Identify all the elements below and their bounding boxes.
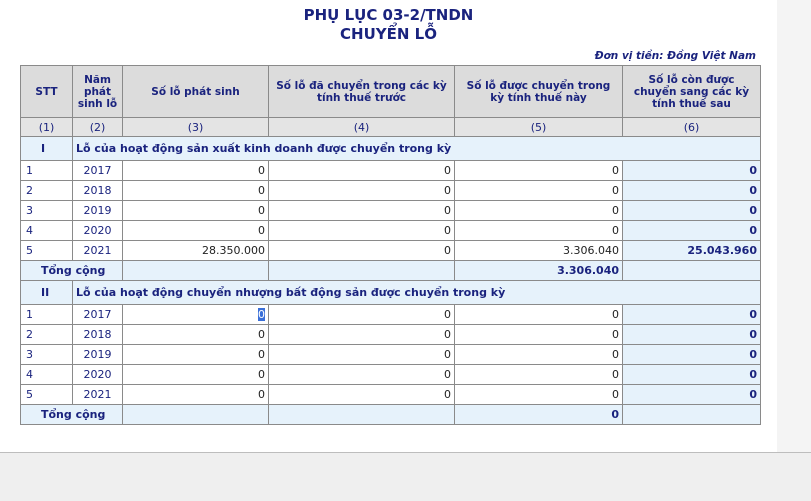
loss-incurred-input[interactable]: 0 bbox=[123, 385, 269, 405]
loss-remaining-cell: 0 bbox=[623, 325, 761, 345]
table-row bbox=[21, 181, 761, 201]
loss-previous-input[interactable]: 0 bbox=[269, 325, 455, 345]
year-cell: 2020 bbox=[73, 221, 123, 241]
year-cell: 2020 bbox=[73, 365, 123, 385]
total-empty-cell bbox=[123, 261, 269, 281]
stt-cell: 3 bbox=[21, 345, 73, 365]
stt-cell: 2 bbox=[21, 325, 73, 345]
index-cell: (1) bbox=[21, 118, 73, 137]
loss-incurred-input[interactable]: 0 bbox=[123, 221, 269, 241]
loss-current-input[interactable]: 0 bbox=[455, 305, 623, 325]
loss-remaining-cell: 0 bbox=[623, 221, 761, 241]
header-loss-transferred-previous: Số lỗ đã chuyển trong các kỳ tính thuế trước bbox=[269, 66, 455, 118]
index-cell: (4) bbox=[269, 118, 455, 137]
loss-remaining-cell: 0 bbox=[623, 345, 761, 365]
total-label: Tổng cộng bbox=[21, 405, 123, 425]
section-code: I bbox=[21, 137, 73, 161]
loss-current-input[interactable]: 3.306.040 bbox=[455, 241, 623, 261]
section-label: Lỗ của hoạt động sản xuất kinh doanh được chuyển trong kỳ bbox=[73, 137, 761, 161]
loss-previous-input[interactable]: 0 bbox=[269, 241, 455, 261]
section-header bbox=[21, 281, 761, 305]
form-title: PHỤ LỤC 03-2/TNDN bbox=[303, 6, 474, 24]
loss-current-input[interactable]: 0 bbox=[455, 385, 623, 405]
table-row bbox=[21, 365, 761, 385]
index-row bbox=[21, 118, 761, 137]
table-row bbox=[21, 161, 761, 181]
loss-previous-input[interactable]: 0 bbox=[269, 385, 455, 405]
table-row bbox=[21, 345, 761, 365]
index-cell: (2) bbox=[73, 118, 123, 137]
header-loss-transferred-current: Số lỗ được chuyển trong kỳ tính thuế này bbox=[455, 66, 623, 118]
year-cell: 2021 bbox=[73, 241, 123, 261]
loss-previous-input[interactable]: 0 bbox=[269, 221, 455, 241]
loss-incurred-input[interactable]: 28.350.000 bbox=[123, 241, 269, 261]
right-gutter bbox=[777, 0, 811, 452]
loss-current-input[interactable]: 0 bbox=[455, 365, 623, 385]
stt-cell: 2 bbox=[21, 181, 73, 201]
section-code: II bbox=[21, 281, 73, 305]
table-row bbox=[21, 201, 761, 221]
stt-cell: 5 bbox=[21, 385, 73, 405]
loss-remaining-cell: 0 bbox=[623, 201, 761, 221]
selected-value[interactable]: 0 bbox=[258, 308, 265, 321]
index-cell: (6) bbox=[623, 118, 761, 137]
stt-cell: 1 bbox=[21, 161, 73, 181]
index-cell: (5) bbox=[455, 118, 623, 137]
loss-remaining-cell: 0 bbox=[623, 161, 761, 181]
header-row bbox=[21, 66, 761, 118]
total-empty-cell bbox=[623, 261, 761, 281]
table-row bbox=[21, 241, 761, 261]
loss-current-input[interactable]: 0 bbox=[455, 345, 623, 365]
table-row bbox=[21, 325, 761, 345]
loss-current-input[interactable]: 0 bbox=[455, 221, 623, 241]
total-empty-cell bbox=[123, 405, 269, 425]
year-cell: 2017 bbox=[73, 305, 123, 325]
loss-previous-input[interactable]: 0 bbox=[269, 345, 455, 365]
total-empty-cell bbox=[623, 405, 761, 425]
loss-incurred-input[interactable]: 0 bbox=[123, 201, 269, 221]
stt-cell: 4 bbox=[21, 221, 73, 241]
loss-remaining-cell: 0 bbox=[623, 181, 761, 201]
index-cell: (3) bbox=[123, 118, 269, 137]
total-empty-cell bbox=[269, 405, 455, 425]
section-header bbox=[21, 137, 761, 161]
loss-current-input[interactable]: 0 bbox=[455, 201, 623, 221]
loss-incurred-input[interactable]: 0 bbox=[123, 345, 269, 365]
year-cell: 2019 bbox=[73, 201, 123, 221]
loss-incurred-input[interactable] bbox=[123, 305, 269, 325]
loss-current-input[interactable]: 0 bbox=[455, 181, 623, 201]
header-year: Năm phát sinh lỗ bbox=[73, 66, 123, 118]
total-row bbox=[21, 405, 761, 425]
loss-incurred-input[interactable]: 0 bbox=[123, 325, 269, 345]
currency-unit: Đơn vị tiền: Đồng Việt Nam bbox=[594, 50, 756, 62]
header-stt: STT bbox=[21, 66, 73, 118]
loss-current-input[interactable]: 0 bbox=[455, 325, 623, 345]
loss-remaining-cell: 0 bbox=[623, 385, 761, 405]
loss-carryforward-table bbox=[20, 65, 761, 425]
loss-previous-input[interactable]: 0 bbox=[269, 365, 455, 385]
year-cell: 2021 bbox=[73, 385, 123, 405]
loss-incurred-input[interactable]: 0 bbox=[123, 161, 269, 181]
year-cell: 2018 bbox=[73, 181, 123, 201]
total-value: 3.306.040 bbox=[455, 261, 623, 281]
header-loss-remaining: Số lỗ còn được chuyển sang các kỳ tính thuế sau bbox=[623, 66, 761, 118]
loss-incurred-input[interactable]: 0 bbox=[123, 181, 269, 201]
total-value: 0 bbox=[455, 405, 623, 425]
year-cell: 2017 bbox=[73, 161, 123, 181]
section-label: Lỗ của hoạt động chuyển nhượng bất động sản được chuyển trong kỳ bbox=[73, 281, 761, 305]
loss-remaining-cell: 0 bbox=[623, 305, 761, 325]
table-row bbox=[21, 221, 761, 241]
loss-remaining-cell: 0 bbox=[623, 365, 761, 385]
loss-previous-input[interactable]: 0 bbox=[269, 161, 455, 181]
form-subtitle: CHUYỂN LỖ bbox=[340, 25, 437, 43]
header-loss-incurred: Số lỗ phát sinh bbox=[123, 66, 269, 118]
total-empty-cell bbox=[269, 261, 455, 281]
table-row bbox=[21, 305, 761, 325]
stt-cell: 3 bbox=[21, 201, 73, 221]
loss-previous-input[interactable]: 0 bbox=[269, 305, 455, 325]
loss-current-input[interactable]: 0 bbox=[455, 161, 623, 181]
stt-cell: 5 bbox=[21, 241, 73, 261]
loss-remaining-cell: 25.043.960 bbox=[623, 241, 761, 261]
total-label: Tổng cộng bbox=[21, 261, 123, 281]
total-row bbox=[21, 261, 761, 281]
stt-cell: 1 bbox=[21, 305, 73, 325]
loss-incurred-input[interactable]: 0 bbox=[123, 365, 269, 385]
divider bbox=[0, 452, 811, 453]
year-cell: 2018 bbox=[73, 325, 123, 345]
year-cell: 2019 bbox=[73, 345, 123, 365]
loss-previous-input[interactable]: 0 bbox=[269, 181, 455, 201]
table-row bbox=[21, 385, 761, 405]
loss-previous-input[interactable]: 0 bbox=[269, 201, 455, 221]
stt-cell: 4 bbox=[21, 365, 73, 385]
